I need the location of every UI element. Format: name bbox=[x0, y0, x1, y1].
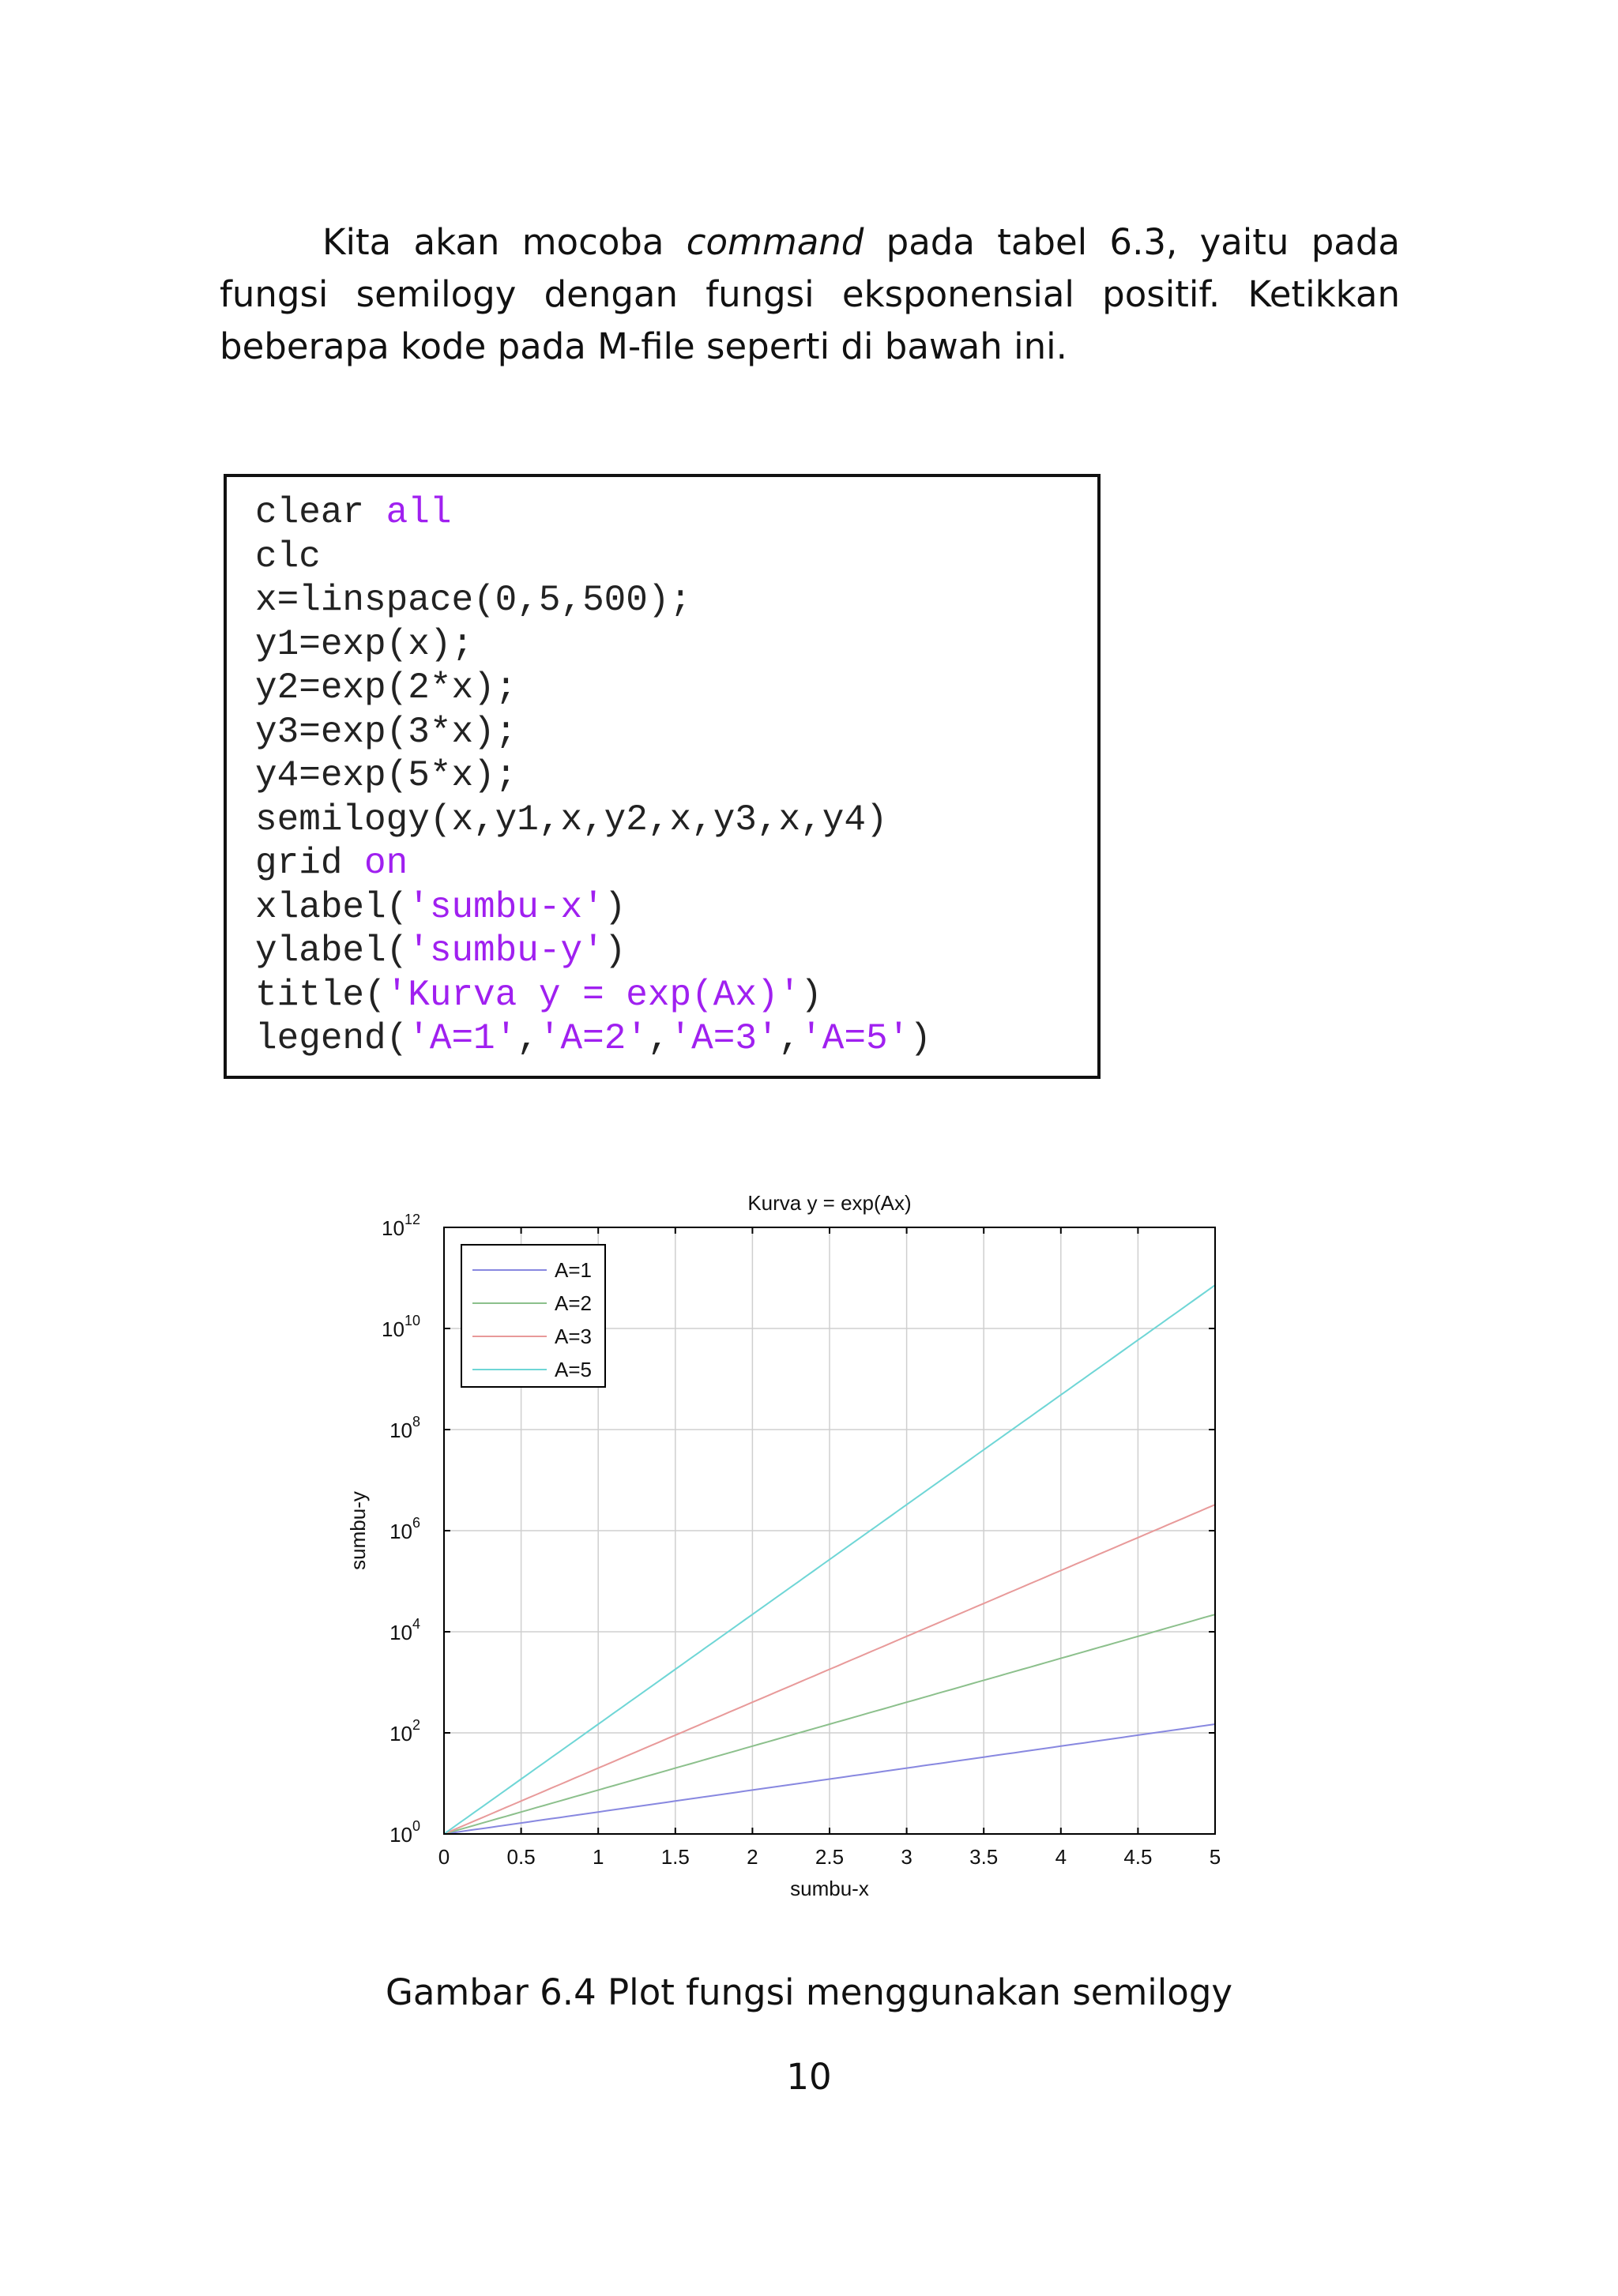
legend-label: A=3 bbox=[555, 1325, 592, 1348]
code-line bbox=[255, 975, 822, 1016]
y-tick-label bbox=[389, 1414, 420, 1442]
code-line bbox=[255, 667, 517, 708]
x-tick-label: 4 bbox=[1055, 1845, 1067, 1869]
code-token: y3=exp(3*x); bbox=[255, 711, 517, 753]
code-token: semilogy(x,y1,x,y2,x,y3,x,y4) bbox=[255, 799, 888, 840]
legend-label: A=2 bbox=[555, 1291, 592, 1315]
code-string-token: 'A=5' bbox=[800, 1018, 910, 1059]
code-token: , bbox=[517, 1018, 539, 1059]
code-token: ) bbox=[604, 930, 627, 971]
code-token: clear bbox=[255, 492, 386, 533]
x-tick-label: 2 bbox=[747, 1845, 758, 1869]
code-string-token: 'A=3' bbox=[669, 1018, 779, 1059]
code-string-token: 'A=2' bbox=[538, 1018, 648, 1059]
code-token: xlabel( bbox=[255, 886, 408, 928]
y-tick-label bbox=[389, 1717, 420, 1745]
code-token: grid bbox=[255, 843, 365, 884]
x-tick-label: 0.5 bbox=[506, 1845, 536, 1869]
code-token: ) bbox=[909, 1018, 931, 1059]
code-line bbox=[255, 712, 517, 753]
y-tick-base: 10 bbox=[389, 1419, 412, 1442]
code-token: ylabel( bbox=[255, 930, 408, 971]
code-line bbox=[255, 492, 451, 533]
code-line bbox=[255, 580, 691, 621]
y-tick-base: 10 bbox=[382, 1317, 404, 1341]
code-string-token: 'sumbu-y' bbox=[408, 930, 604, 971]
code-line bbox=[255, 799, 888, 840]
code-string-token: all bbox=[386, 492, 452, 533]
x-tick-label: 0 bbox=[438, 1845, 450, 1869]
figure-caption: Gambar 6.4 Plot fungsi menggunakan semilogy bbox=[385, 1971, 1233, 2013]
code-string-token: 'sumbu-x' bbox=[408, 886, 604, 928]
x-tick-label: 1 bbox=[592, 1845, 604, 1869]
code-token: title( bbox=[255, 974, 386, 1016]
y-tick-label bbox=[389, 1515, 420, 1543]
y-tick-exponent: 2 bbox=[412, 1717, 420, 1733]
legend-label: A=5 bbox=[555, 1358, 592, 1381]
code-string-token: 'Kurva y = exp(Ax)' bbox=[386, 974, 801, 1016]
y-tick-base: 10 bbox=[382, 1216, 404, 1240]
y-tick-base: 10 bbox=[389, 1722, 412, 1745]
code-token: y2=exp(2*x); bbox=[255, 667, 517, 708]
chart-legend bbox=[461, 1245, 605, 1387]
code-line bbox=[255, 887, 626, 928]
code-token: ) bbox=[604, 886, 627, 928]
intro-text-after: pada tabel 6.3, yaitu pada fungsi semilogy dengan fungsi eksponensial positif. Ketikkan beberapa kode pada M-file seperti di bawah ini. bbox=[220, 221, 1400, 367]
code-token: clc bbox=[255, 535, 321, 577]
code-listing bbox=[255, 491, 931, 1062]
y-tick-base: 10 bbox=[389, 1823, 412, 1847]
code-token: x=linspace(0,5,500); bbox=[255, 580, 692, 621]
intro-text-before: Kita akan mocoba bbox=[322, 221, 687, 263]
intro-text-emphasis: command bbox=[686, 221, 864, 263]
y-tick-label bbox=[382, 1212, 420, 1240]
x-tick-label: 3 bbox=[901, 1845, 912, 1869]
chart-svg bbox=[340, 1169, 1240, 1919]
y-tick-base: 10 bbox=[389, 1520, 412, 1543]
y-tick-exponent: 10 bbox=[404, 1313, 420, 1328]
code-token: ) bbox=[800, 974, 822, 1016]
y-tick-base: 10 bbox=[389, 1621, 412, 1644]
semilogy-figure bbox=[340, 1169, 1240, 1922]
page-number: 10 bbox=[786, 2056, 832, 2098]
x-tick-label: 5 bbox=[1209, 1845, 1221, 1869]
code-line bbox=[255, 536, 321, 577]
y-tick-exponent: 12 bbox=[404, 1212, 420, 1227]
y-tick-exponent: 6 bbox=[412, 1515, 420, 1531]
y-tick-exponent: 0 bbox=[412, 1818, 420, 1834]
legend-label: A=1 bbox=[555, 1258, 592, 1282]
code-string-token: 'A=1' bbox=[408, 1018, 517, 1059]
y-tick-label bbox=[382, 1313, 420, 1341]
x-tick-label: 2.5 bbox=[815, 1845, 845, 1869]
code-block bbox=[224, 474, 1101, 1079]
y-tick-label bbox=[389, 1818, 420, 1847]
x-tick-label: 4.5 bbox=[1123, 1845, 1153, 1869]
y-tick-exponent: 8 bbox=[412, 1414, 420, 1430]
x-tick-label: 3.5 bbox=[969, 1845, 999, 1869]
y-tick-exponent: 4 bbox=[412, 1616, 420, 1632]
code-line bbox=[255, 755, 517, 796]
code-line bbox=[255, 843, 408, 884]
code-token: y4=exp(5*x); bbox=[255, 755, 517, 796]
code-token: y1=exp(x); bbox=[255, 623, 474, 665]
y-tick-label bbox=[389, 1616, 420, 1644]
y-axis-label: sumbu-y bbox=[346, 1491, 370, 1570]
code-token: legend( bbox=[255, 1018, 408, 1059]
code-line bbox=[255, 624, 473, 665]
intro-paragraph bbox=[220, 216, 1400, 373]
code-string-token: on bbox=[364, 843, 408, 884]
code-line bbox=[255, 1018, 931, 1059]
code-token: , bbox=[778, 1018, 801, 1059]
code-token: , bbox=[647, 1018, 670, 1059]
x-axis-label: sumbu-x bbox=[790, 1877, 869, 1900]
chart-title: Kurva y = exp(Ax) bbox=[747, 1191, 912, 1215]
x-tick-label: 1.5 bbox=[660, 1845, 690, 1869]
code-line bbox=[255, 930, 626, 971]
